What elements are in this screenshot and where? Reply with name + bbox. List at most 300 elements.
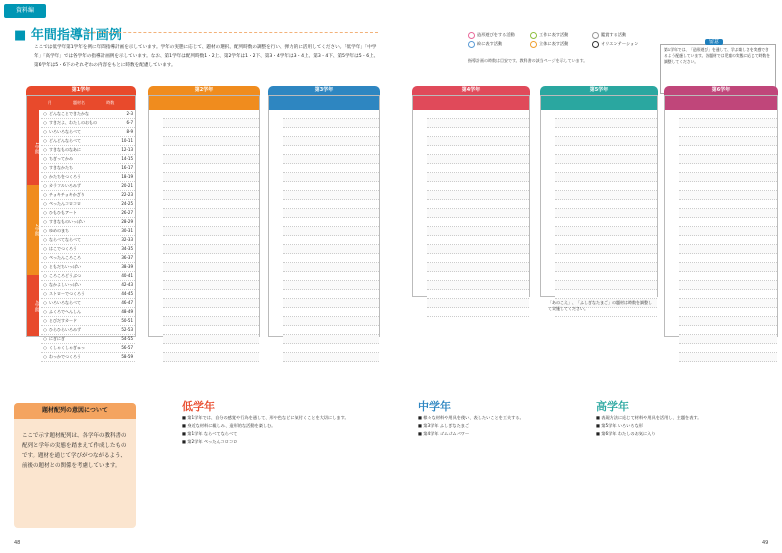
grade-3-colhead	[269, 96, 379, 110]
row-pages: 12-13	[121, 147, 133, 152]
table-row	[283, 317, 379, 326]
activity-circle-icon: ○	[43, 318, 47, 323]
row-title: なかよしいっぱい	[49, 282, 81, 287]
table-row	[41, 245, 135, 254]
row-pages: 30-31	[121, 228, 133, 233]
table-row	[283, 290, 379, 299]
activity-circle-icon: ○	[43, 192, 47, 197]
row-title: とびだすカード	[49, 318, 77, 323]
table-row	[679, 326, 777, 335]
row-title: カラフルいろみず	[49, 183, 81, 188]
grade-1-bands	[27, 110, 39, 336]
table-row	[427, 137, 529, 146]
page-number-right: 49	[762, 540, 769, 546]
table-row	[163, 182, 259, 191]
activity-circle-icon: ○	[43, 174, 47, 179]
grade-1-table	[26, 86, 136, 359]
table-row	[283, 263, 379, 272]
row-title: ともだちいっぱい	[49, 264, 81, 269]
table-row	[555, 191, 657, 200]
legend-label: 工作に表す活動	[539, 32, 569, 37]
row-title: ふくろでへんしん	[49, 309, 81, 314]
table-row	[163, 317, 259, 326]
legend-item	[592, 30, 654, 39]
table-row	[41, 164, 135, 173]
table-row	[283, 281, 379, 290]
table-row	[679, 344, 777, 353]
row-pages: 38-39	[121, 264, 133, 269]
row-title: すきなものいっぱい	[49, 219, 85, 224]
band-term-1: 1学期	[27, 110, 39, 185]
grade-3-table	[268, 86, 380, 337]
activity-circle-icon: ○	[43, 138, 47, 143]
row-pages: 6-7	[126, 120, 133, 125]
activity-circle-icon: ○	[43, 336, 47, 341]
row-pages: 14-15	[121, 156, 133, 161]
table-row	[41, 281, 135, 290]
legend-item	[592, 39, 654, 48]
row-pages: 58-59	[121, 354, 133, 359]
grade-5-colhead	[541, 96, 657, 110]
grade-1-header: 第1学年	[26, 86, 136, 95]
table-row	[427, 155, 529, 164]
high-grade-title: 高学年	[596, 400, 629, 413]
table-row	[679, 146, 777, 155]
table-row	[679, 254, 777, 263]
table-row	[679, 200, 777, 209]
table-row	[163, 227, 259, 236]
row-title: くしゃくしゃぎゅっ	[49, 345, 85, 350]
activity-circle-icon: ○	[43, 183, 47, 188]
table-row	[427, 200, 529, 209]
table-row	[679, 263, 777, 272]
legend-label: 造形遊びをする活動	[477, 32, 515, 37]
topic-box-text: ここで示す題材配列は、各学年の教科書の配列と学年の実態を踏まえて作成したものです。題材を通じて学びがつながるよう、前後の題材との関係を考慮しています。	[22, 433, 127, 469]
table-row	[427, 191, 529, 200]
row-title: かたちをつくろう	[49, 174, 81, 179]
legend-circle-icon	[468, 41, 475, 48]
table-row	[679, 128, 777, 137]
table-row	[679, 236, 777, 245]
row-title: ゆめのまち	[49, 228, 69, 233]
legend-item	[468, 30, 530, 39]
table-row	[283, 218, 379, 227]
table-row	[427, 281, 529, 290]
row-pages: 10-11	[121, 138, 133, 143]
table-row	[555, 146, 657, 155]
row-pages: 16-17	[121, 165, 133, 170]
row-pages: 34-35	[121, 246, 133, 251]
row-title: はこでつくろう	[49, 246, 77, 251]
row-pages: 50-51	[121, 318, 133, 323]
activity-circle-icon: ○	[43, 228, 47, 233]
table-row	[163, 299, 259, 308]
row-title: わっかでつくろう	[49, 354, 81, 359]
activity-circle-icon: ○	[43, 300, 47, 305]
legend-circle-icon	[468, 32, 475, 39]
table-row	[41, 191, 135, 200]
table-row	[163, 218, 259, 227]
table-row	[283, 308, 379, 317]
row-title: にぎにぎ	[49, 336, 65, 341]
row-pages: 54-55	[121, 336, 133, 341]
table-row	[283, 182, 379, 191]
table-row	[283, 227, 379, 236]
lower-line: ■ 第1学年 ならべてならべて	[182, 431, 238, 436]
row-title: いろいろならべて	[49, 129, 81, 134]
grade-6-rows	[679, 110, 777, 362]
table-row	[41, 155, 135, 164]
note-box-text: 第1学年では、「造形遊び」を通して、学ぶ楽しさを実感できるよう配慮しています。各題材では児童の実態に応じて時数を調整してください。	[664, 47, 771, 64]
table-row	[679, 191, 777, 200]
table-row	[555, 137, 657, 146]
high-grade-lines	[596, 414, 772, 438]
band-term-3: 3学期	[27, 275, 39, 336]
table-row	[41, 353, 135, 362]
title-marker: ■	[14, 28, 27, 43]
table-row	[555, 182, 657, 191]
table-row	[427, 173, 529, 182]
grade-2-header: 第2学年	[148, 86, 260, 95]
table-row	[679, 353, 777, 362]
legend-item	[530, 30, 592, 39]
row-pages: 8-9	[126, 129, 133, 134]
table-row	[41, 236, 135, 245]
table-row	[427, 164, 529, 173]
table-row	[163, 119, 259, 128]
table-row	[163, 173, 259, 182]
legend-label: 絵に表す活動	[477, 41, 503, 46]
row-title: ちぎってかみ	[49, 156, 73, 161]
table-row	[679, 218, 777, 227]
table-row	[163, 200, 259, 209]
row-title: チョキチョキかざり	[49, 192, 85, 197]
table-row	[555, 200, 657, 209]
table-row	[163, 146, 259, 155]
row-pages: 36-37	[121, 255, 133, 260]
grade-4-colhead	[413, 96, 529, 110]
table-row	[679, 110, 777, 119]
table-row	[555, 263, 657, 272]
row-pages: 48-49	[121, 309, 133, 314]
table-row	[283, 200, 379, 209]
table-row	[427, 236, 529, 245]
row-title: すきだよ、わたしのおもの	[49, 120, 97, 125]
row-title: いろいろならべて	[49, 300, 81, 305]
side-note: 「あのこえ」、「ふしぎなたまご」の題材は時数を調整して実施してください。	[548, 300, 652, 311]
table-row	[283, 344, 379, 353]
table-row	[163, 290, 259, 299]
activity-circle-icon: ○	[43, 309, 47, 314]
table-row	[163, 335, 259, 344]
lower-line: ■ 第2学年 ぺったんコロコロ	[182, 439, 238, 444]
table-row	[679, 209, 777, 218]
grade-1-colhead	[27, 96, 135, 110]
section-tag: 資料編	[4, 4, 46, 18]
table-row	[41, 128, 135, 137]
table-row	[41, 263, 135, 272]
table-row	[41, 335, 135, 344]
table-row	[163, 308, 259, 317]
topic-box	[14, 403, 136, 528]
row-pages: 26-27	[121, 210, 133, 215]
table-row	[41, 308, 135, 317]
table-row	[427, 245, 529, 254]
band-term-2: 2学期	[27, 185, 39, 275]
table-row	[679, 290, 777, 299]
table-row	[41, 209, 135, 218]
legend-circle-icon	[592, 32, 599, 39]
lower-line: ■ 表現方法に応じて材料や用具を活用し、主題を表す。	[596, 415, 702, 420]
table-row	[555, 209, 657, 218]
table-row	[679, 245, 777, 254]
lower-line: ■ 第6学年 わたしのお気に入り	[596, 431, 656, 436]
table-row	[679, 272, 777, 281]
grade-5-rows	[555, 110, 657, 317]
table-row	[427, 308, 529, 317]
row-title: ならべてならべて	[49, 237, 81, 242]
grade-4-table	[412, 86, 530, 297]
activity-circle-icon: ○	[43, 264, 47, 269]
table-row	[41, 119, 135, 128]
table-row	[283, 146, 379, 155]
table-row	[555, 245, 657, 254]
table-row	[555, 290, 657, 299]
table-row	[555, 110, 657, 119]
table-row	[679, 164, 777, 173]
row-pages: 2-3	[126, 111, 133, 116]
activity-circle-icon: ○	[43, 156, 47, 161]
activity-circle-icon: ○	[43, 165, 47, 170]
activity-circle-icon: ○	[43, 219, 47, 224]
page-title	[14, 24, 122, 43]
grade-6-table	[664, 86, 778, 337]
table-row	[163, 164, 259, 173]
table-row	[163, 254, 259, 263]
legend-item	[468, 39, 530, 48]
legend-circle-icon	[530, 32, 537, 39]
table-row	[41, 290, 135, 299]
row-pages: 40-41	[121, 273, 133, 278]
table-row	[163, 326, 259, 335]
row-title: ぺったんころころ	[49, 255, 81, 260]
grade-5-header: 第5学年	[540, 86, 658, 95]
table-row	[163, 110, 259, 119]
activity-circle-icon: ○	[43, 255, 47, 260]
lower-line: ■ 身近な材料に親しみ、造形的な活動を楽しむ。	[182, 423, 276, 428]
table-row	[427, 290, 529, 299]
row-pages: 56-57	[121, 345, 133, 350]
table-row	[163, 191, 259, 200]
lower-line: ■ 第3学年 ふしぎなたまご	[418, 423, 470, 428]
row-pages: 28-29	[121, 219, 133, 224]
lower-line: ■ 様々な材料や用具を使い、表したいことを工夫する。	[418, 415, 524, 420]
row-title: ひもひもアート	[49, 210, 77, 215]
table-row	[283, 155, 379, 164]
table-row	[283, 272, 379, 281]
activity-circle-icon: ○	[43, 201, 47, 206]
row-pages: 32-33	[121, 237, 133, 242]
table-row	[41, 272, 135, 281]
table-row	[427, 227, 529, 236]
table-row	[283, 110, 379, 119]
table-row	[555, 227, 657, 236]
table-row	[41, 200, 135, 209]
row-pages: 52-53	[121, 327, 133, 332]
table-row	[679, 155, 777, 164]
table-row	[679, 119, 777, 128]
grade-1-rows	[41, 110, 135, 362]
table-row	[163, 128, 259, 137]
legend-label: オリエンテーション	[601, 41, 639, 46]
table-row	[41, 218, 135, 227]
mid-grade-section	[418, 398, 593, 438]
table-row	[679, 173, 777, 182]
activity-circle-icon: ○	[43, 210, 47, 215]
legend-label: 鑑賞する活動	[601, 32, 627, 37]
row-pages: 44-45	[121, 291, 133, 296]
mid-grade-title: 中学年	[418, 400, 451, 413]
table-row	[555, 254, 657, 263]
table-row	[283, 245, 379, 254]
activity-circle-icon: ○	[43, 345, 47, 350]
activity-circle-icon: ○	[43, 246, 47, 251]
row-pages: 42-43	[121, 282, 133, 287]
row-pages: 22-23	[121, 192, 133, 197]
table-row	[555, 164, 657, 173]
table-row	[163, 245, 259, 254]
table-row	[679, 281, 777, 290]
activity-circle-icon: ○	[43, 273, 47, 278]
table-row	[41, 344, 135, 353]
grade-2-rows	[163, 110, 259, 362]
row-title: ひらひらいろみず	[49, 327, 81, 332]
row-pages: 24-25	[121, 201, 133, 206]
intro-text: ここでは低学年第1学年を例に年間指導計画を示しています。学年の実態に応じて、題材の選択、配列時数の調整を行い、弾力的に活用してください。「低学年」「中学年」「高学年」では各学年の指導計画例を示しています。なお、第1学年は配列時数1・2上、第2学年は1・2下、第3・4学年は3・4上、第3・4下、第5学年は5・6上、第6学年は5・6下のそれぞれの内容をもとに時数を配慮しています。	[34, 45, 379, 68]
table-row	[679, 182, 777, 191]
table-row	[283, 173, 379, 182]
table-row	[163, 155, 259, 164]
topic-box-heading: 題材配列の意図について	[14, 403, 136, 419]
table-row	[679, 227, 777, 236]
page-title-text: 年間指導計画例	[30, 28, 122, 43]
activity-circle-icon: ○	[43, 291, 47, 296]
table-row	[163, 236, 259, 245]
table-row	[163, 263, 259, 272]
low-grade-lines	[182, 414, 402, 446]
row-title: ころころどうぶつ	[49, 273, 81, 278]
grade-2-table	[148, 86, 260, 337]
table-row	[679, 308, 777, 317]
activity-circle-icon: ○	[43, 237, 47, 242]
table-row	[679, 335, 777, 344]
legend-circle-icon	[592, 41, 599, 48]
legend-label: 立体に表す活動	[539, 41, 569, 46]
table-row	[163, 344, 259, 353]
legend-note: 指導計画の時数は目安です。教科書の該当ページを示しています。	[468, 58, 588, 63]
grade-6-colhead	[665, 96, 777, 110]
grade-2-colhead	[149, 96, 259, 110]
table-row	[427, 110, 529, 119]
legend	[468, 30, 658, 48]
activity-circle-icon: ○	[43, 120, 47, 125]
activity-circle-icon: ○	[43, 111, 47, 116]
grade-6-header: 第6学年	[664, 86, 778, 95]
grade-4-header: 第4学年	[412, 86, 530, 95]
table-row	[283, 353, 379, 362]
table-row	[555, 128, 657, 137]
table-row	[555, 119, 657, 128]
note-box-heading: 留意	[705, 39, 723, 45]
table-row	[555, 281, 657, 290]
table-row	[427, 254, 529, 263]
mid-grade-lines	[418, 414, 593, 438]
lower-line: ■ 第4学年 ゴムゴムパワー	[418, 431, 470, 436]
table-row	[163, 137, 259, 146]
table-row	[555, 155, 657, 164]
legend-circle-icon	[530, 41, 537, 48]
high-grade-section	[596, 398, 772, 438]
col-month: 月	[47, 100, 52, 105]
row-title: どんどんならべて	[49, 138, 81, 143]
table-row	[283, 335, 379, 344]
page-number-left: 48	[14, 540, 21, 546]
table-row	[555, 236, 657, 245]
table-row	[427, 146, 529, 155]
table-row	[41, 173, 135, 182]
table-row	[283, 191, 379, 200]
activity-circle-icon: ○	[43, 354, 47, 359]
row-title: すきなものなあに	[49, 147, 81, 152]
table-row	[427, 272, 529, 281]
table-row	[283, 119, 379, 128]
table-row	[41, 146, 135, 155]
table-row	[427, 299, 529, 308]
table-row	[283, 326, 379, 335]
table-row	[41, 326, 135, 335]
table-row	[41, 182, 135, 191]
col-title: 題材名	[73, 100, 85, 105]
table-row	[679, 137, 777, 146]
row-title: ぺったんコロコロ	[49, 201, 81, 206]
row-pages: 20-21	[121, 183, 133, 188]
table-row	[427, 128, 529, 137]
table-row	[283, 236, 379, 245]
activity-circle-icon: ○	[43, 327, 47, 332]
table-row	[283, 128, 379, 137]
grade-5-table	[540, 86, 658, 297]
table-row	[163, 281, 259, 290]
table-row	[41, 110, 135, 119]
grade-3-header: 第3学年	[268, 86, 380, 95]
table-row	[679, 317, 777, 326]
table-row	[555, 218, 657, 227]
table-row	[555, 272, 657, 281]
table-row	[427, 218, 529, 227]
table-row	[427, 209, 529, 218]
table-row	[163, 353, 259, 362]
table-row	[41, 227, 135, 236]
table-row	[41, 299, 135, 308]
low-grade-section	[182, 398, 402, 446]
col-hours: 時数	[106, 100, 115, 105]
row-title: すきなかたち	[49, 165, 73, 170]
table-row	[41, 317, 135, 326]
lower-line: ■ 第5学年 いろいろな形	[596, 423, 643, 428]
table-row	[555, 173, 657, 182]
table-row	[427, 182, 529, 191]
table-row	[41, 137, 135, 146]
